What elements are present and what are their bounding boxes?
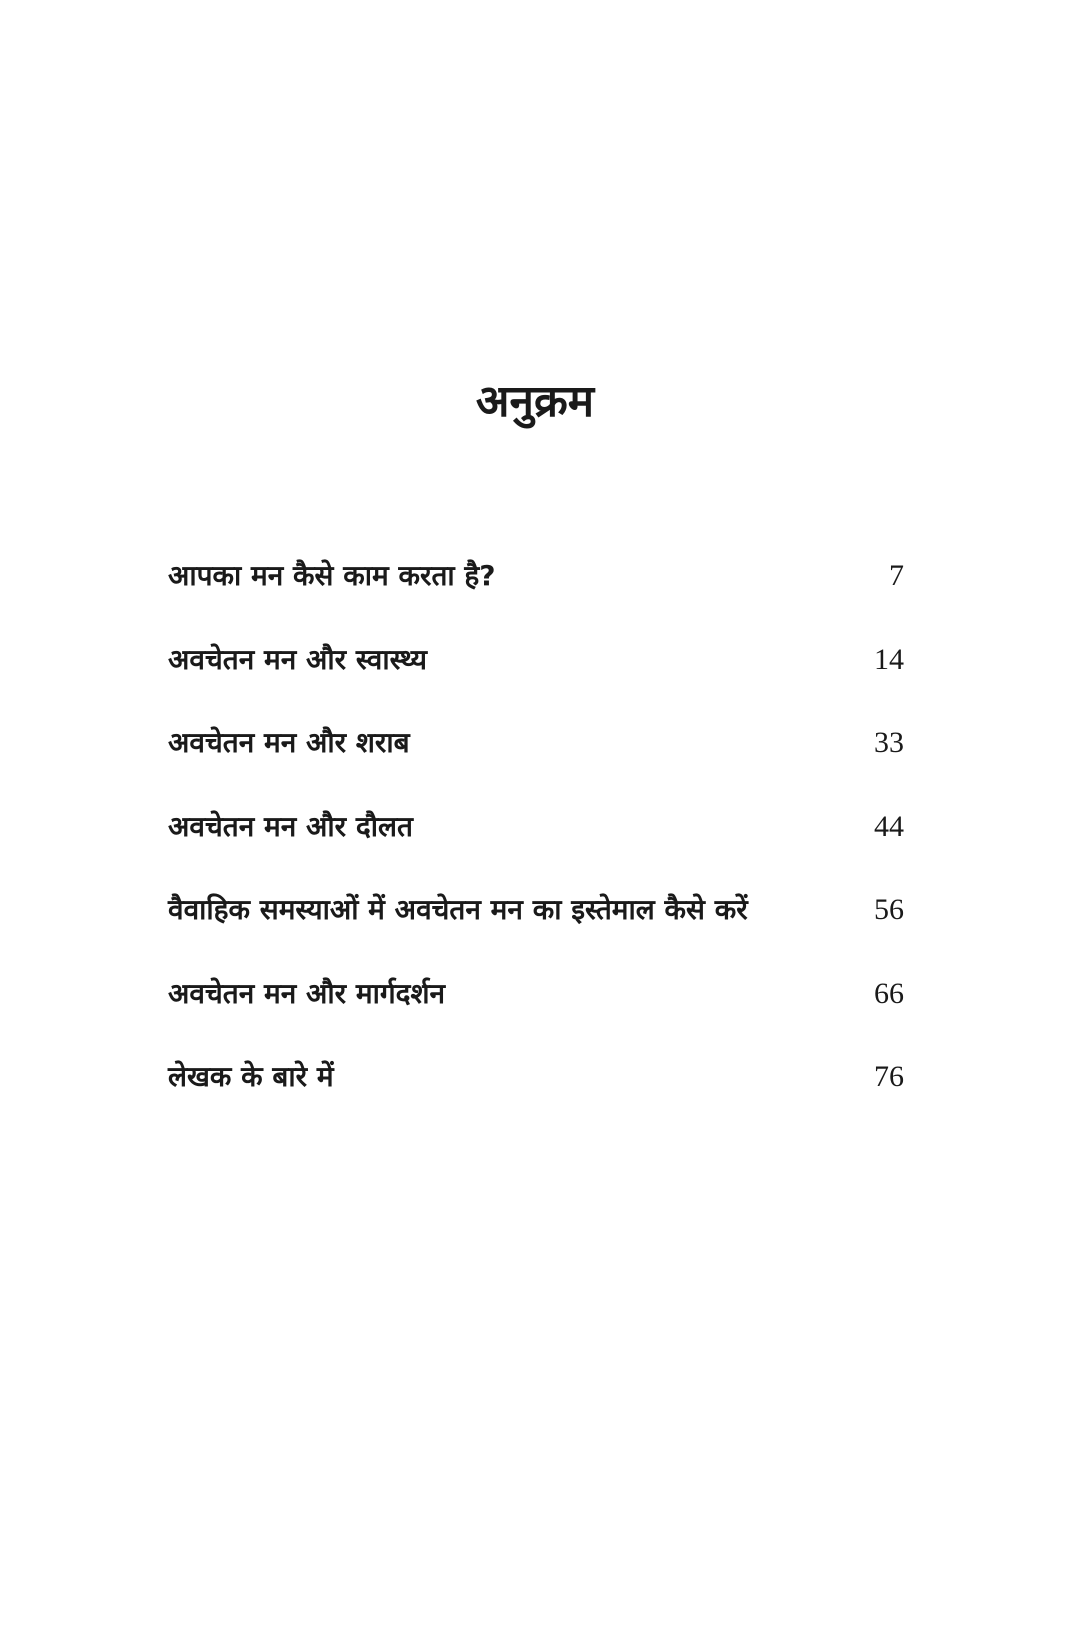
toc-entry (168, 1057, 904, 1141)
toc-chapter-title: लेखक के बारे में (168, 1060, 334, 1093)
toc-page-number: 44 (874, 809, 904, 843)
toc-chapter-title: आपका मन कैसे काम करता है? (168, 559, 496, 592)
toc-entry (168, 723, 904, 807)
toc-entry (168, 556, 904, 640)
toc-chapter-title: अवचेतन मन और दौलत (168, 809, 413, 843)
page-title: अनुक्रम (475, 376, 595, 427)
toc-page-number: 76 (874, 1060, 904, 1093)
toc-page-number: 66 (874, 976, 904, 1010)
toc-entry (168, 890, 904, 974)
toc-entry (168, 640, 904, 724)
toc-chapter-title: अवचेतन मन और शराब (168, 726, 410, 759)
toc-entry (168, 807, 904, 891)
toc-page-number: 33 (874, 726, 904, 759)
toc-chapter-title: अवचेतन मन और स्वास्थ्य (168, 642, 427, 676)
toc-page-number: 7 (889, 559, 904, 592)
toc-chapter-title: अवचेतन मन और मार्गदर्शन (168, 976, 446, 1010)
toc-chapter-title: वैवाहिक समस्याओं में अवचेतन मन का इस्तेमाल कैसे करें (168, 893, 748, 926)
toc-page-number: 14 (874, 642, 904, 676)
table-of-contents (168, 556, 904, 1141)
toc-entry (168, 974, 904, 1058)
toc-page-number: 56 (874, 893, 904, 926)
